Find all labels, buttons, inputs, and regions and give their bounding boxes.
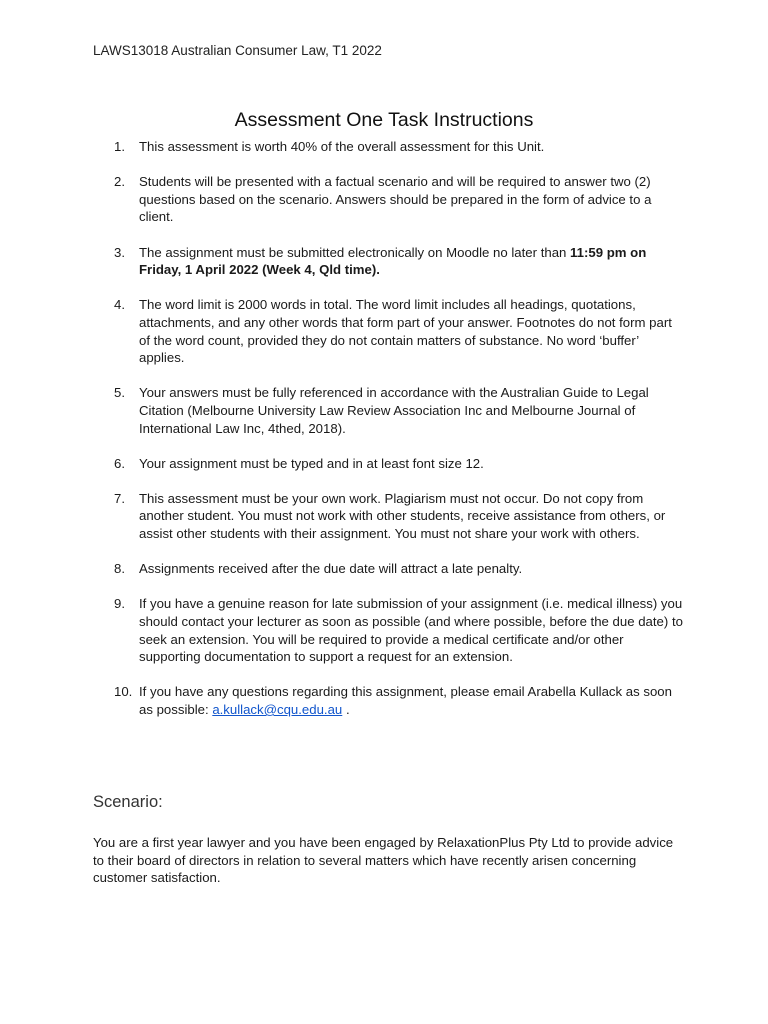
instruction-text-tail: . bbox=[342, 702, 350, 717]
instruction-number: 10. bbox=[114, 684, 133, 700]
instruction-number: 3. bbox=[114, 244, 125, 260]
instruction-number: 7. bbox=[114, 490, 125, 506]
instruction-text: Students will be presented with a factual scenario and will be required to answer two (2) questions based on the scenario. Answers should be prepared in the form of advice to a client. bbox=[139, 174, 652, 225]
instruction-text-wrapper bbox=[139, 245, 646, 278]
instruction-item bbox=[114, 455, 684, 473]
instruction-text: The word limit is 2000 words in total. The word limit includes all headings, quotations, attachments, and any other words that form part of your answer. Footnotes do not form part of the word count, provided they do not contain matters of substance. No word ‘buffer’ applies. bbox=[139, 297, 672, 366]
instruction-number: 2. bbox=[114, 174, 125, 190]
document-title: Assessment One Task Instructions bbox=[234, 109, 534, 131]
instruction-text: If you have a genuine reason for late submission of your assignment (i.e. medical illness) you should contact your lecturer as soon as possible (and where possible, before the due date) to seek an extension. You will be required to provide a medical certificate and/or other supporting documentation to support a request for an extension. bbox=[139, 596, 683, 665]
instruction-number: 6. bbox=[114, 455, 125, 471]
instruction-item bbox=[114, 595, 684, 665]
running-header: LAWS13018 Australian Consumer Law, T1 2022 bbox=[93, 43, 382, 58]
instruction-item bbox=[114, 560, 684, 578]
instruction-number: 1. bbox=[114, 139, 125, 154]
scenario-heading: Scenario: bbox=[93, 793, 163, 811]
lecturer-email-link[interactable]: a.kullack@cqu.edu.au bbox=[212, 702, 343, 717]
instruction-number: 9. bbox=[114, 596, 125, 612]
due-date-text: 11:59 pm on Friday, 1 April 2022 (Week 4, Qld time). bbox=[139, 244, 647, 278]
instructions-list bbox=[114, 138, 684, 736]
instruction-item bbox=[114, 138, 684, 156]
instruction-number: 8. bbox=[114, 561, 125, 577]
instruction-item bbox=[114, 173, 684, 226]
instruction-text: Assignments received after the due date will attract a late penalty. bbox=[139, 561, 523, 577]
instruction-item bbox=[114, 490, 684, 543]
instruction-text: Your answers must be fully referenced in accordance with the Australian Guide to Legal Citation (Melbourne University Law Review Association Inc and Melbourne Journal of International Law Inc, 4thed, 2018). bbox=[139, 385, 649, 436]
instruction-text: This assessment must be your own work. Plagiarism must not occur. Do not copy from another student. You must not work with other students, receive assistance from others, or assist other students with their assignment. You must not share your work with others. bbox=[139, 490, 666, 542]
instruction-item bbox=[114, 296, 684, 366]
scenario-paragraph: You are a first year lawyer and you have been engaged by RelaxationPlus Pty Ltd to provide advice to their board of directors in relation to several matters which have recently arisen concerning customer satisfaction. bbox=[93, 835, 674, 886]
instruction-text: If you have any questions regarding this assignment, please email Arabella Kullack as soon as possible: bbox=[139, 684, 672, 717]
instruction-item bbox=[114, 683, 684, 718]
instruction-number: 5. bbox=[114, 385, 125, 401]
instruction-number: 4. bbox=[114, 297, 125, 313]
instruction-text: Your assignment must be typed and in at least font size 12. bbox=[139, 455, 484, 471]
instruction-item bbox=[114, 384, 684, 437]
instruction-text-wrapper bbox=[139, 684, 672, 717]
instruction-item bbox=[114, 244, 684, 279]
instruction-text: The assignment must be submitted electronically on Moodle no later than bbox=[139, 244, 571, 260]
instruction-text: This assessment is worth 40% of the overall assessment for this Unit. bbox=[139, 139, 545, 154]
